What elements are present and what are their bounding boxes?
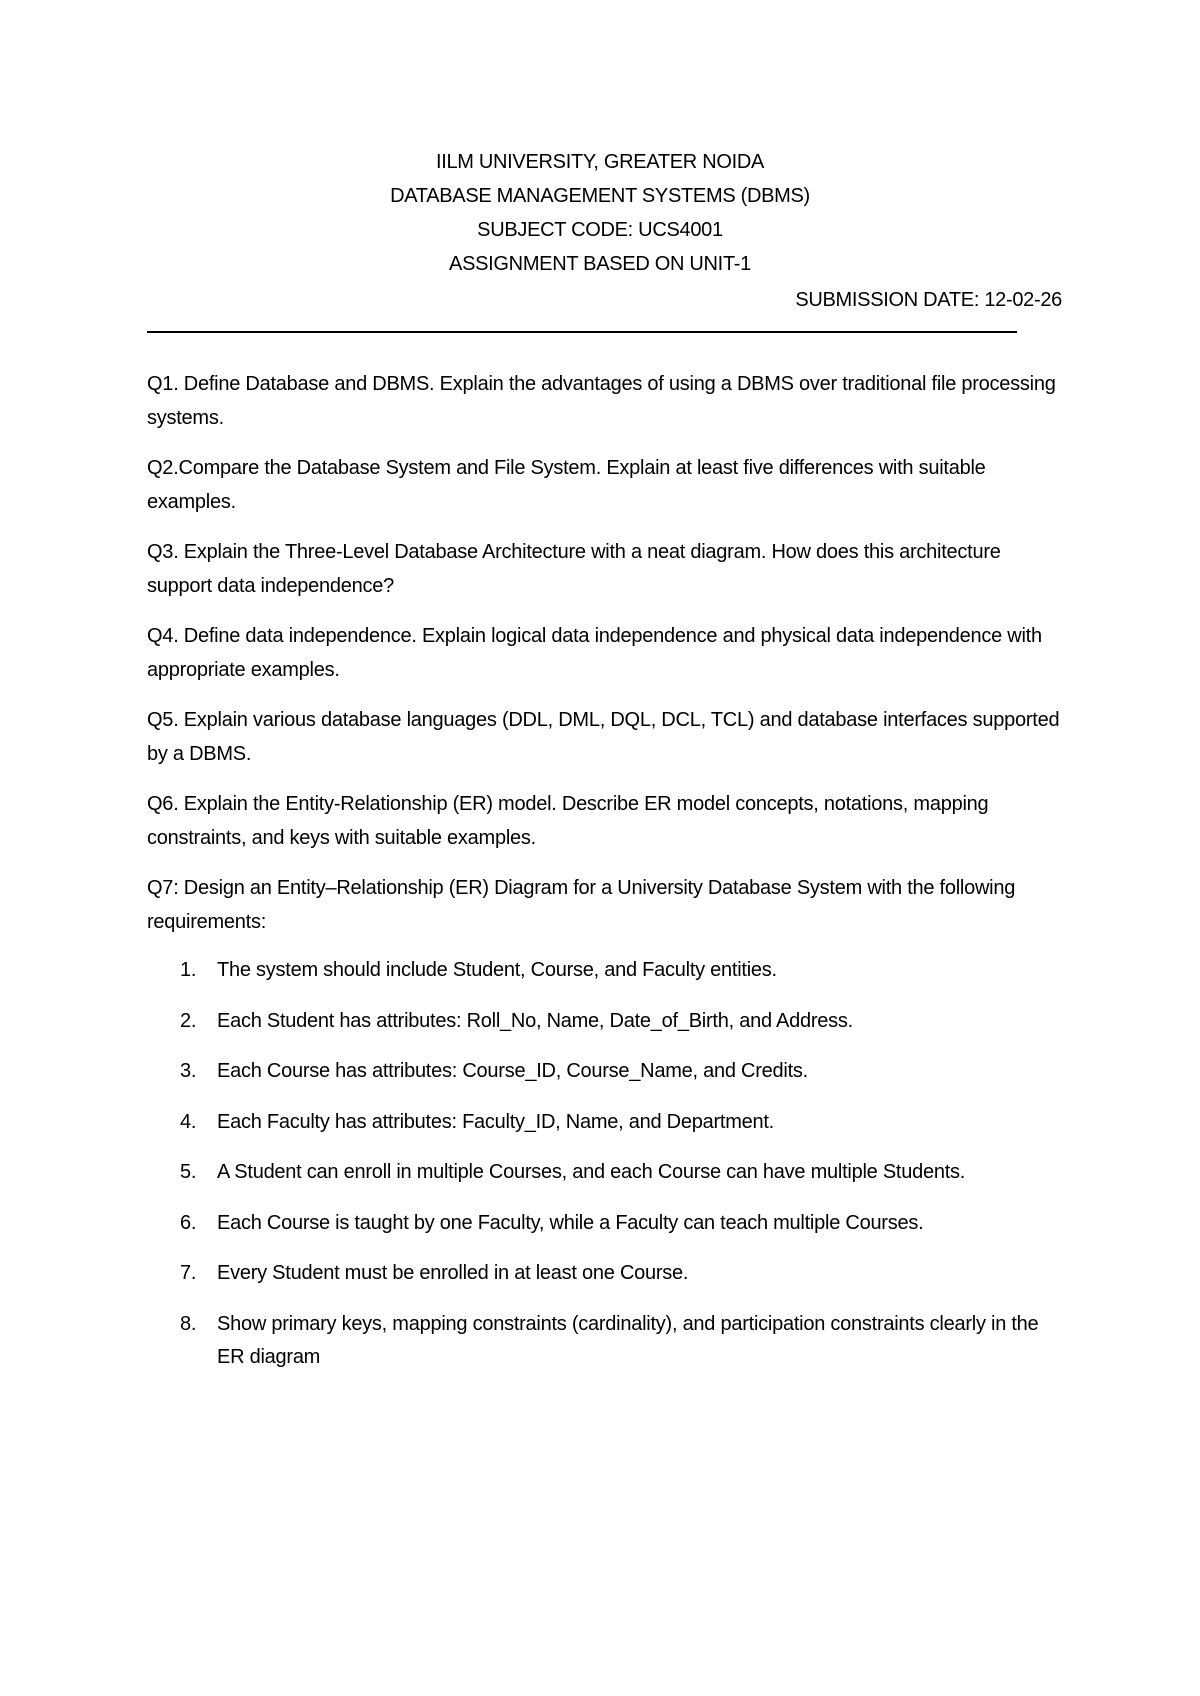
question-separator: .	[173, 373, 179, 395]
question-number: Q7	[147, 877, 174, 899]
list-item	[147, 954, 1067, 988]
list-item	[147, 1005, 1067, 1039]
list-item-number: 8.	[180, 1312, 197, 1335]
question-item	[147, 368, 1067, 435]
question-separator: .	[173, 793, 179, 815]
question-item	[147, 788, 1067, 855]
question-text: Explain the Entity-Relationship (ER) model. Describe ER model concepts, notations, mapping constraints, and keys with suitable examples.	[147, 793, 989, 849]
list-item-text: Every Student must be enrolled in at least one Course.	[217, 1262, 689, 1284]
question-text: Define Database and DBMS. Explain the advantages of using a DBMS over traditional file processing systems.	[147, 373, 1056, 429]
list-item-number: 3.	[180, 1060, 197, 1082]
question-separator: .	[173, 709, 179, 731]
question-text: Explain the Three-Level Database Architecture with a neat diagram. How does this architecture support data independence?	[147, 541, 1001, 597]
list-item-text: A Student can enroll in multiple Courses, and each Course can have multiple Students.	[217, 1161, 966, 1183]
list-item-text: Each Faculty has attributes: Faculty_ID, Name, and Department.	[217, 1110, 774, 1133]
question-item	[147, 704, 1067, 771]
question-number: Q4	[147, 625, 174, 647]
question-number: Q1	[147, 373, 174, 395]
list-item-text: The system should include Student, Course, and Faculty entities.	[217, 959, 777, 981]
list-item-number: 1.	[180, 959, 197, 981]
question-list	[147, 368, 1067, 956]
question-text: Design an Entity–Relationship (ER) Diagram for a University Database System with the following requirements:	[147, 877, 1016, 933]
list-item-text: Each Course is taught by one Faculty, while a Faculty can teach multiple Courses.	[217, 1211, 924, 1234]
list-item-text: Each Course has attributes: Course_ID, Course_Name, and Credits.	[217, 1060, 808, 1082]
question-number: Q2	[147, 457, 174, 479]
question-text: Explain various database languages (DDL, DML, DQL, DCL, TCL) and database interfaces supported by a DBMS.	[147, 709, 1060, 765]
list-item	[147, 1207, 1067, 1241]
question-number: Q5	[147, 709, 174, 731]
question-text: Define data independence. Explain logical data independence and physical data independence with appropriate examples.	[147, 625, 1042, 681]
document-header	[0, 145, 1200, 281]
list-item-number: 7.	[180, 1262, 197, 1284]
assignment-title: ASSIGNMENT BASED ON UNIT-1	[449, 253, 751, 275]
question-separator: :	[173, 877, 179, 899]
list-item-number: 5.	[180, 1161, 197, 1183]
question-separator: .	[173, 457, 179, 479]
list-item	[147, 1257, 1067, 1291]
list-item	[147, 1106, 1067, 1140]
question-number: Q6	[147, 793, 174, 815]
question-separator: .	[173, 541, 179, 563]
question-separator: .	[173, 625, 179, 647]
list-item-number: 2.	[180, 1009, 197, 1032]
question-number: Q3	[147, 541, 174, 563]
list-item	[147, 1308, 1067, 1375]
list-item-text: Each Student has attributes: Roll_No, Name, Date_of_Birth, and Address.	[217, 1009, 853, 1032]
list-item	[147, 1156, 1067, 1190]
list-item-number: 6.	[180, 1211, 197, 1234]
list-item	[147, 1055, 1067, 1089]
university-name: IILM UNIVERSITY, GREATER NOIDA	[435, 151, 765, 173]
question-item	[147, 620, 1067, 687]
question-item	[147, 872, 1067, 939]
question-item	[147, 536, 1067, 603]
list-item-number: 4.	[180, 1110, 197, 1133]
submission-date: SUBMISSION DATE: 12-02-26	[795, 289, 1062, 311]
header-divider	[147, 331, 1017, 333]
question-text: Compare the Database System and File System. Explain at least five differences with suitable examples.	[147, 457, 986, 513]
subject-code: SUBJECT CODE: UCS4001	[477, 219, 723, 241]
requirements-list	[147, 954, 1067, 1392]
list-item-text: Show primary keys, mapping constraints (cardinality), and participation constraints clearly in the ER diagram	[217, 1312, 1039, 1368]
question-item	[147, 452, 1067, 519]
course-title: DATABASE MANAGEMENT SYSTEMS (DBMS)	[390, 185, 810, 207]
